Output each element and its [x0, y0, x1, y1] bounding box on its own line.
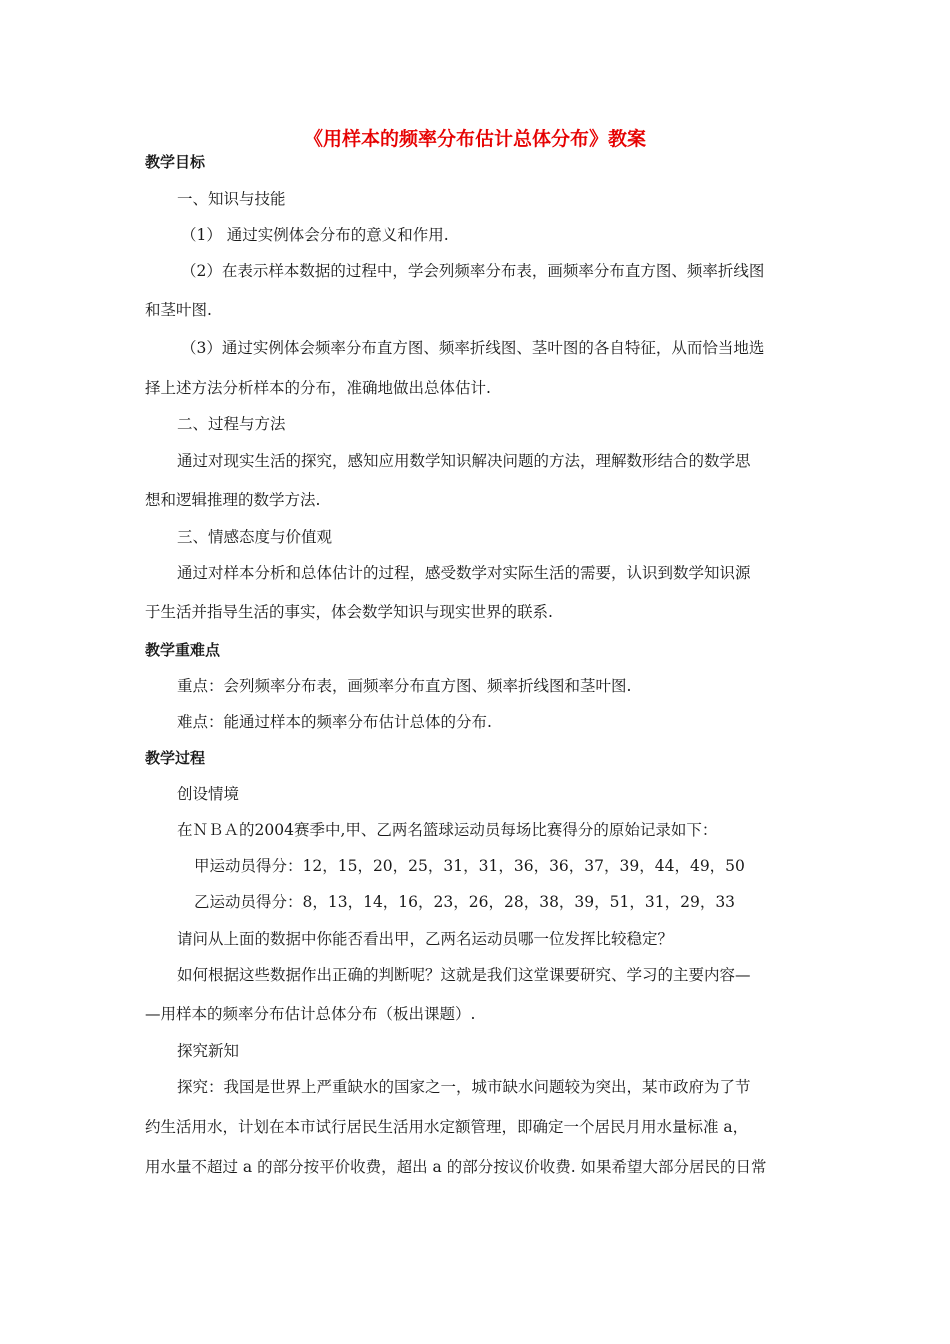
attitude-line-1: 通过对样本分析和总体估计的过程，感受数学对实际生活的需要，认识到数学知识源 — [177, 564, 751, 582]
document-title: 《用样本的频率分布估计总体分布》教案 — [303, 128, 646, 150]
item-2-line-1: （2）在表示样本数据的过程中，学会列频率分布表，画频率分布直方图、频率折线图 — [181, 262, 765, 280]
attitude-heading: 三、情感态度与价值观 — [177, 528, 333, 546]
attitude-line-2: 于生活并指导生活的事实，体会数学知识与现实世界的联系. — [145, 603, 553, 621]
player-b-scores: 乙运动员得分：8，13，14，16，23，26，28，38，39，51，31，29，33 — [194, 893, 736, 911]
scenario-line: 在ＮＢＡ的2004赛季中,甲、乙两名篮球运动员每场比赛得分的原始记录如下： — [177, 821, 718, 839]
item-1: （1） 通过实例体会分布的意义和作用. — [181, 226, 449, 244]
how-line-1: 如何根据这些数据作出正确的判断呢？这就是我们这堂课要研究、学习的主要内容— — [177, 966, 751, 984]
process-line-2: 想和逻辑推理的数学方法. — [145, 491, 321, 509]
item-3-line-2: 择上述方法分析样本的分布，准确地做出总体估计. — [145, 379, 491, 397]
knowledge-heading: 一、知识与技能 — [177, 190, 286, 208]
explore-line-1: 探究：我国是世界上严重缺水的国家之一，城市缺水问题较为突出，某市政府为了节 — [177, 1078, 751, 1096]
objectives-heading: 教学目标 — [145, 153, 206, 171]
explore-line-3: 用水量不超过 a 的部分按平价收费，超出 a 的部分按议价收费. 如果希望大部分居民的日常 — [145, 1158, 767, 1176]
how-line-2: —用样本的频率分布估计总体分布（板出课题）. — [145, 1005, 476, 1023]
difficulty-line: 难点：能通过样本的频率分布估计总体的分布. — [177, 713, 492, 731]
process-heading: 二、过程与方法 — [177, 415, 286, 433]
item-3-line-1: （3）通过实例体会频率分布直方图、频率折线图、茎叶图的各自特征，从而恰当地选 — [181, 339, 765, 357]
scenario-heading: 创设情境 — [177, 785, 240, 803]
player-a-scores: 甲运动员得分：12，15，20，25，31，31，36，36，37，39，44，49，50 — [194, 857, 745, 875]
explore-heading: 探究新知 — [177, 1042, 240, 1060]
question-line: 请问从上面的数据中你能否看出甲，乙两名运动员哪一位发挥比较稳定？ — [177, 930, 674, 948]
procedure-heading: 教学过程 — [145, 749, 206, 767]
item-2-line-2: 和茎叶图. — [145, 301, 212, 319]
keypoint-line: 重点：会列频率分布表，画频率分布直方图、频率折线图和茎叶图. — [177, 677, 632, 695]
process-line-1: 通过对现实生活的探究，感知应用数学知识解决问题的方法，理解数形结合的数学思 — [177, 452, 751, 470]
keypoints-heading: 教学重难点 — [145, 641, 221, 659]
explore-line-2: 约生活用水，计划在本市试行居民生活用水定额管理，即确定一个居民月用水量标准 a， — [145, 1118, 749, 1136]
